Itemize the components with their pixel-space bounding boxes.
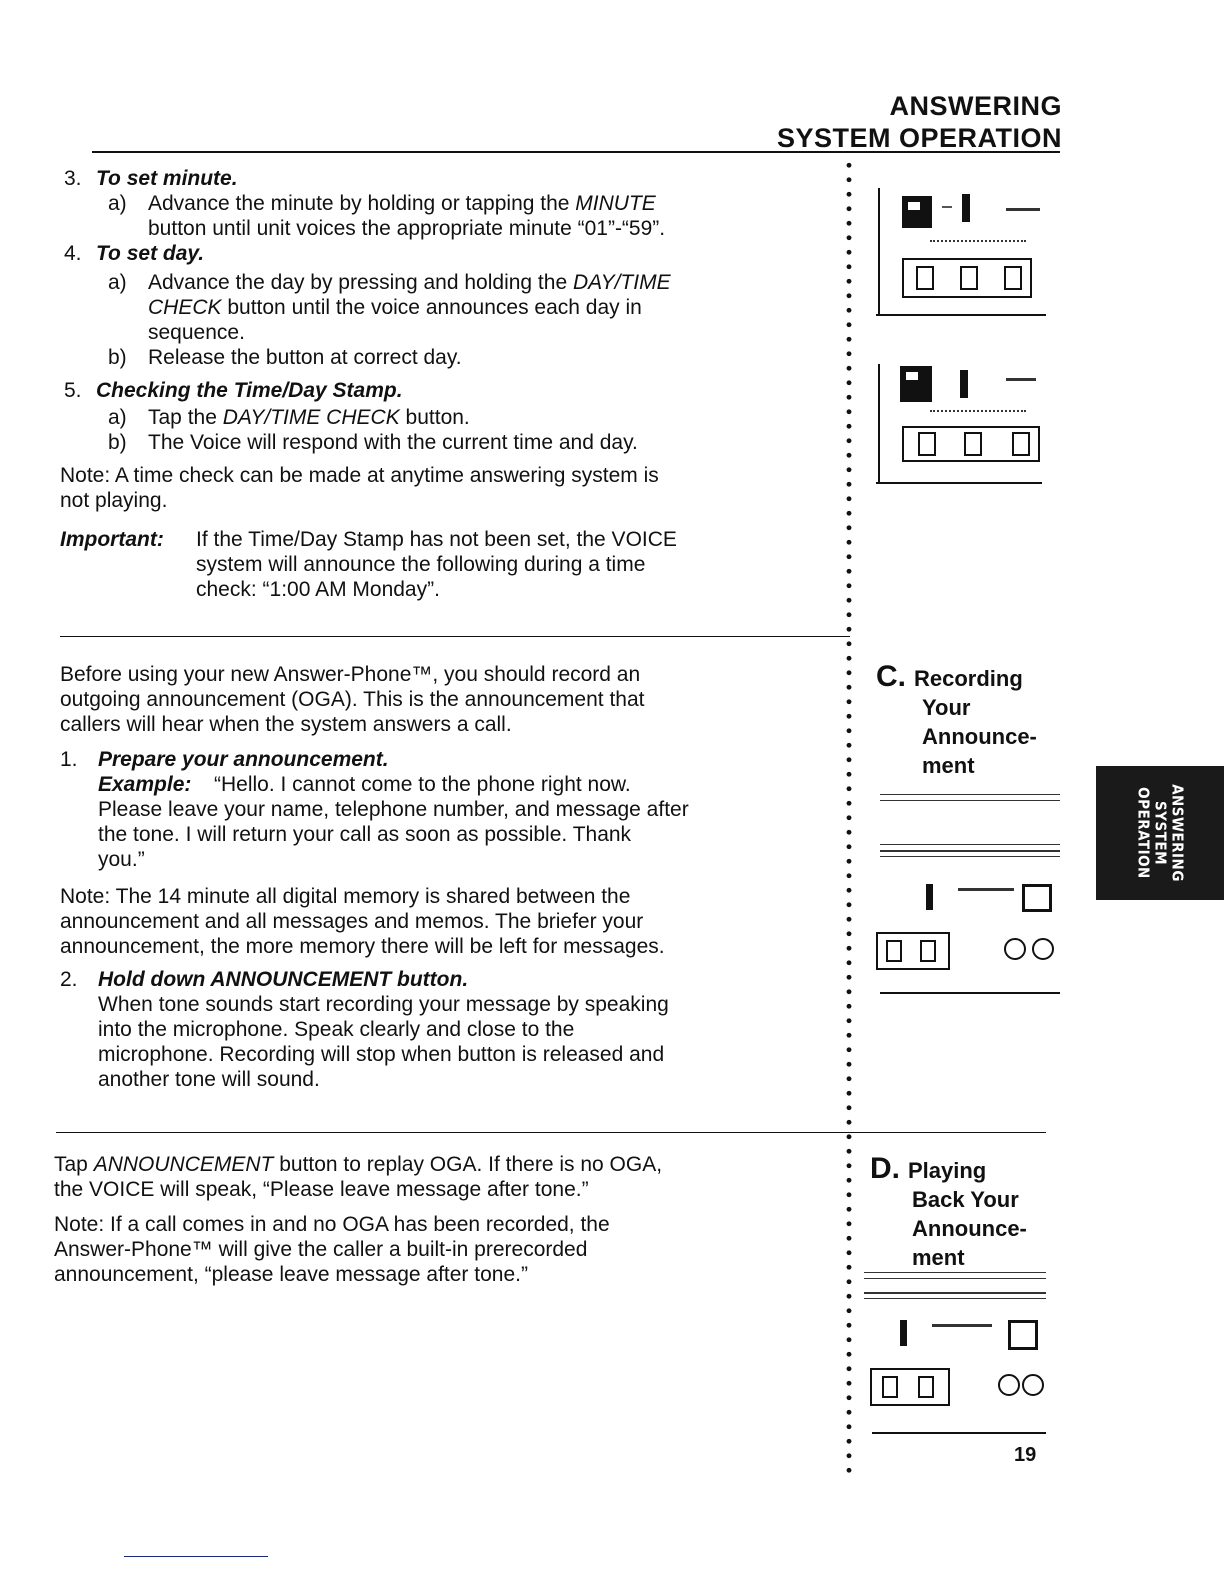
step4a-line2-rest: button until the voice announces each day in [221, 296, 642, 319]
step3a-minute: MINUTE [575, 192, 656, 215]
announcement-record-illustration [876, 790, 1062, 996]
sidebar-c-line4: ment [922, 753, 975, 778]
step3a-line2: button until unit voices the appropriate minute “01”-“59”. [148, 217, 666, 240]
rec-step2-title: Hold down ANNOUNCEMENT button. [98, 968, 469, 991]
rec-step2-number: 2. [60, 968, 78, 991]
step3-title: To set minute. [96, 167, 238, 190]
section-recording [60, 662, 840, 1092]
playback-note-line1: Note: If a call comes in and no OGA has been recorded, the [54, 1213, 610, 1236]
step5-title: Checking the Time/Day Stamp. [96, 379, 403, 402]
rec-step2-line3: microphone. Recording will stop when button is released and [98, 1043, 665, 1066]
important-line3: check: “1:00 AM Monday”. [196, 578, 440, 601]
rec-step1-title: Prepare your announcement. [98, 748, 389, 771]
step5a-label: a) [108, 406, 127, 429]
sidebar-d-line3: Announce- [912, 1216, 1027, 1241]
sidebar-d-line1: Playing [908, 1158, 987, 1183]
time-day-panel-illustration-1 [876, 188, 1046, 316]
playback-pre: Tap [54, 1153, 94, 1176]
section-time-day [60, 166, 844, 602]
step3a-text-pre: Advance the minute by holding or tapping the [148, 192, 576, 215]
section1-note-line1: Note: A time check can be made at anytime answering system is [60, 464, 659, 487]
tab-line3: OPERATION [1134, 787, 1153, 879]
sidebar-heading-recording [876, 662, 1037, 780]
sidebar-d-line2: Back Your [912, 1187, 1019, 1212]
intro-line1: Before using your new Answer-Phone™, you should record an [60, 663, 641, 686]
playback-line2: the VOICE will speak, “Please leave message after tone.” [54, 1178, 589, 1201]
step4b-text: Release the button at correct day. [148, 346, 462, 369]
rec-step2-line2: into the microphone. Speak clearly and close to the [98, 1018, 575, 1041]
step5a-pre: Tap the [148, 406, 223, 429]
memory-note-line2: announcement and all messages and memos. The briefer your [60, 910, 644, 933]
footer-line [124, 1556, 268, 1557]
example-line4: you.” [98, 848, 145, 871]
section1-note-line2: not playing. [60, 489, 168, 512]
step4a-label: a) [108, 271, 127, 294]
important-line2: system will announce the following during a time [196, 553, 646, 576]
rec-step1-number: 1. [60, 748, 78, 771]
example-label: Example: [98, 773, 192, 796]
sidebar-c-letter: C. [876, 660, 906, 693]
memory-note-line1: Note: The 14 minute all digital memory is shared between the [60, 885, 631, 908]
step3-number: 3. [64, 167, 82, 190]
rec-step2-line4: another tone will sound. [98, 1068, 320, 1091]
playback-note-line3: announcement, “please leave message after tone.” [54, 1263, 528, 1286]
step5a-post: button. [399, 406, 470, 429]
playback-announcement: ANNOUNCEMENT [93, 1153, 274, 1176]
example-line3: the tone. I will return your call as soon as possible. Thank [98, 823, 632, 846]
header-rule [92, 151, 1060, 153]
important-line1: If the Time/Day Stamp has not been set, the VOICE [196, 528, 677, 551]
sidebar-d-letter: D. [870, 1152, 900, 1185]
sidebar-heading-playback [870, 1154, 1027, 1272]
rec-step2-line1: When tone sounds start recording your message by speaking [98, 993, 669, 1016]
playback-note-line2: Answer-Phone™ will give the caller a built-in prerecorded [54, 1238, 588, 1261]
page-number: 19 [1014, 1444, 1037, 1466]
step5-number: 5. [64, 379, 82, 402]
section-playback [54, 1152, 834, 1287]
tab-line2: SYSTEM [1151, 800, 1170, 866]
step5a-daytime-check: DAY/TIME CHECK [222, 406, 400, 429]
dotted-divider [846, 158, 852, 1478]
sidebar-c-line1: Recording [914, 666, 1023, 691]
playback-post: button to replay OGA. If there is no OGA, [273, 1153, 663, 1176]
section1-rule [60, 636, 850, 637]
sidebar-c-line2: Your [922, 695, 971, 720]
intro-line2: outgoing announcement (OGA). This is the announcement that [60, 688, 645, 711]
section-tab [1096, 766, 1224, 900]
intro-line3: callers will hear when the system answers a call. [60, 713, 512, 736]
header-title-line1: ANSWERING [889, 91, 1062, 121]
example-line2: Please leave your name, telephone number, and message after [98, 798, 689, 821]
header-title-line2: SYSTEM OPERATION [776, 123, 1062, 153]
announcement-playback-illustration [862, 1270, 1046, 1436]
step4a-line3: sequence. [148, 321, 245, 344]
step4a-text-pre: Advance the day by pressing and holding the [148, 271, 573, 294]
step5b-label: b) [108, 431, 127, 454]
memory-note-line3: announcement, the more memory there will be left for messages. [60, 935, 665, 958]
step5b-text: The Voice will respond with the current time and day. [148, 431, 638, 454]
sidebar-d-line4: ment [912, 1245, 965, 1270]
section2-rule [56, 1132, 1046, 1133]
example-line1: “Hello. I cannot come to the phone right now. [214, 773, 631, 796]
step4a-check: CHECK [148, 296, 222, 319]
step4b-label: b) [108, 346, 127, 369]
step3a-label: a) [108, 192, 127, 215]
step4-title: To set day. [96, 242, 205, 265]
step4-number: 4. [64, 242, 82, 265]
important-label: Important: [60, 528, 164, 551]
tab-line1: ANSWERING [1168, 784, 1187, 882]
time-day-panel-illustration-2 [876, 360, 1042, 484]
sidebar-c-line3: Announce- [922, 724, 1037, 749]
step4a-daytime: DAY/TIME [572, 271, 671, 294]
page-header [777, 90, 1062, 154]
